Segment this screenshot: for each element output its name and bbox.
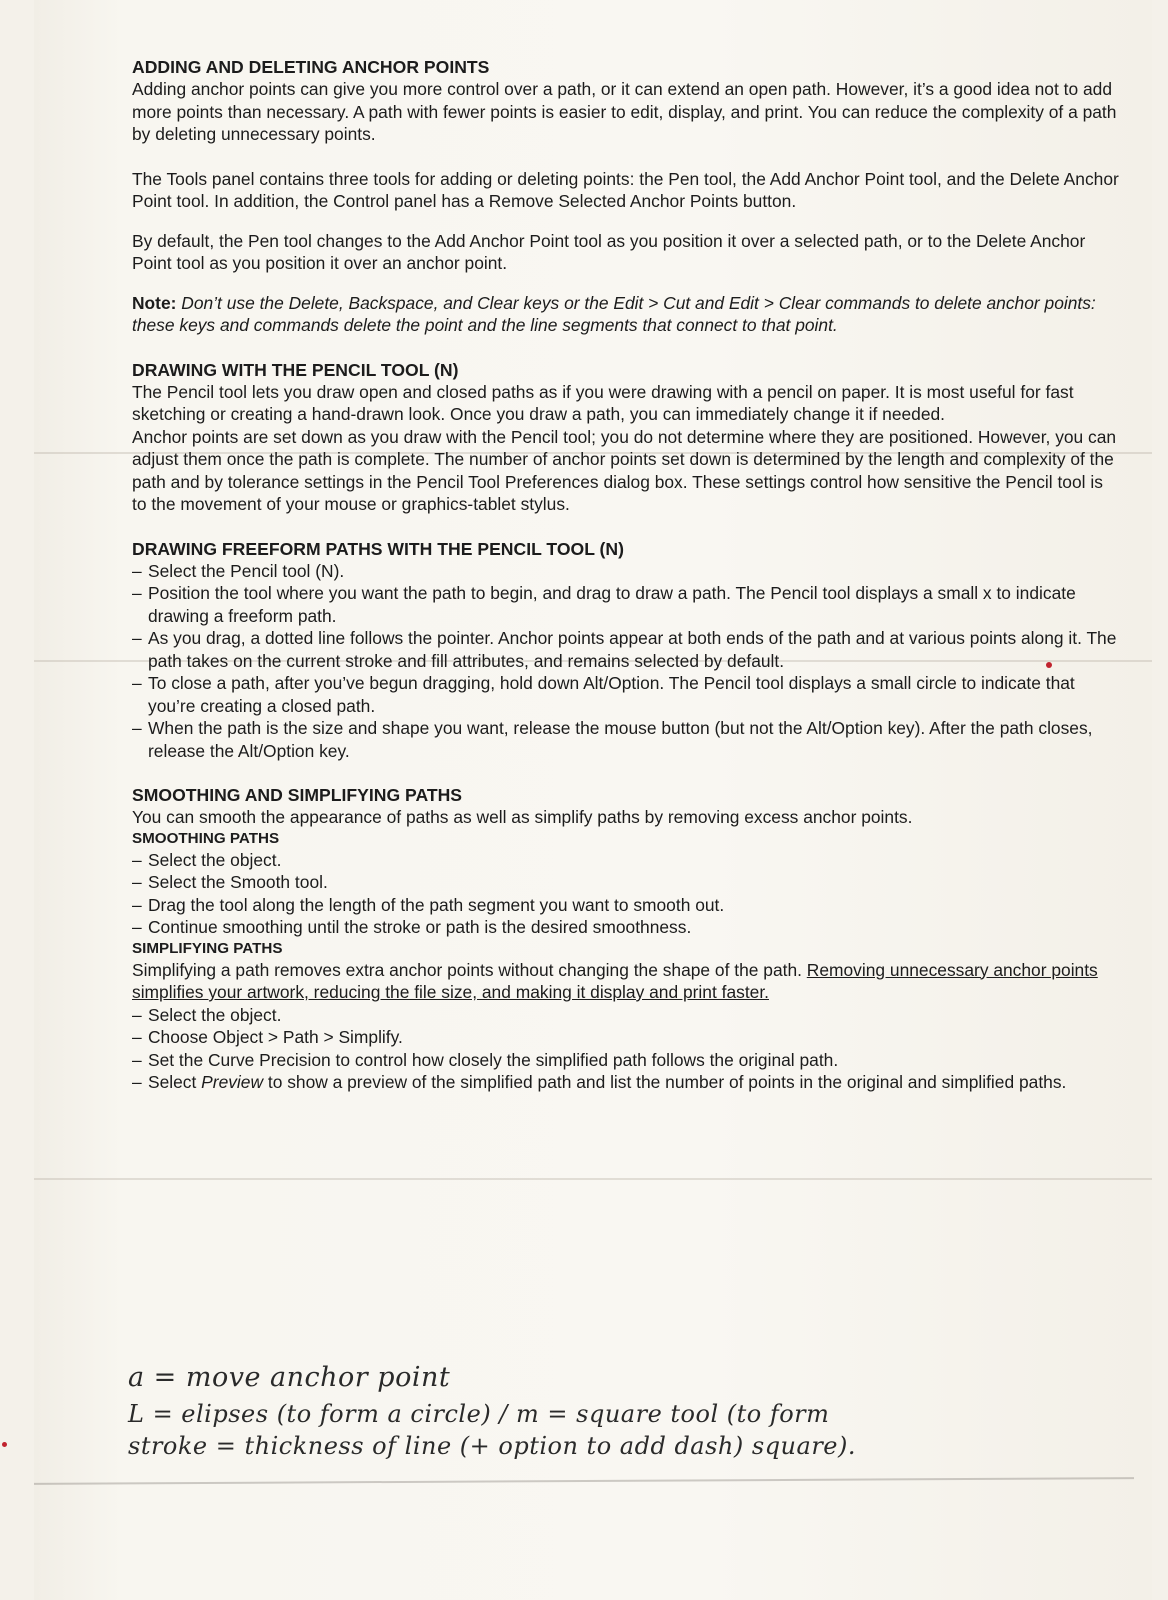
paper-fold-line	[34, 1178, 1152, 1180]
list-item: – Select the object.	[132, 849, 1122, 872]
italic-text: Preview	[201, 1072, 264, 1092]
smoothing-steps-list	[132, 849, 1122, 939]
handwritten-line: stroke = thickness of line (+ option to add dash) square).	[128, 1432, 856, 1460]
list-item: – Drag the tool along the length of the path segment you want to smooth out.	[132, 894, 1122, 917]
list-item: – To close a path, after you’ve begun dragging, hold down Alt/Option. The Pencil tool displays a small circle to indicate that you’re creating a closed path.	[132, 672, 1122, 717]
red-dot-mark	[2, 1442, 7, 1447]
section-freeform-paths	[132, 538, 1122, 763]
list-item-text: Select	[148, 1072, 202, 1092]
section-adding-deleting	[132, 56, 1122, 337]
paragraph: Anchor points are set down as you draw with the Pencil tool; you do not determine where they are positioned. However, you can adjust them once the path is complete. The number of anchor points set down is determined by the length and complexity of the path and by tolerance settings in the Pencil Tool Preferences dialog box. These settings control how sensitive the Pencil tool is to the movement of your mouse or graphics-tablet stylus.	[132, 426, 1117, 514]
subheading: SMOOTHING PATHS	[132, 829, 280, 847]
list-item	[132, 1071, 1122, 1094]
section-heading: DRAWING WITH THE PENCIL TOOL (N)	[132, 359, 459, 380]
note-label: Note:	[132, 292, 177, 313]
paragraph: Adding anchor points can give you more control over a path, or it can extend an open path. However, it’s a good idea not to add more points than necessary. A path with fewer points is easier to edit, display, and print. You can reduce the complexity of a path by deleting unnecessary points.	[132, 79, 1117, 144]
list-item: – Position the tool where you want the path to begin, and drag to draw a path. The Pencil tool displays a small x to indicate drawing a freeform path.	[132, 582, 1122, 627]
list-item: – As you drag, a dotted line follows the pointer. Anchor points appear at both ends of the path and at various points along it. The path takes on the current stroke and fill attributes, and remains selected by default.	[132, 627, 1122, 672]
list-item-text: to show a preview of the simplified path and list the number of points in the original and simplified paths.	[263, 1072, 1067, 1092]
paragraph: You can smooth the appearance of paths as well as simplify paths by removing excess anchor points.	[132, 807, 913, 827]
list-item: – When the path is the size and shape you want, release the mouse button (but not the Alt/Option key). After the path closes, release the Alt/Option key.	[132, 717, 1122, 762]
section-heading: SMOOTHING AND SIMPLIFYING PATHS	[132, 785, 463, 805]
paragraph: The Tools panel contains three tools for adding or deleting points: the Pen tool, the Add Anchor Point tool, and the Delete Anchor Point tool. In addition, the Control panel has a Remove Selected Anchor Points button.	[132, 168, 1119, 211]
list-item: – Choose Object > Path > Simplify.	[132, 1026, 1122, 1049]
list-item: – Continue smoothing until the stroke or path is the desired smoothness.	[132, 916, 1122, 939]
freeform-steps-list	[132, 560, 1122, 763]
section-smoothing-simplifying	[132, 784, 1122, 1094]
list-item: – Select the Smooth tool.	[132, 871, 1122, 894]
list-item: – Select the object.	[132, 1004, 1122, 1027]
document-body	[132, 56, 1122, 1094]
underlined-text: Removing unnecessary anchor points simplifies your artwork, reducing the file size, and making it display and print faster.	[132, 959, 1098, 1002]
section-heading: DRAWING FREEFORM PATHS WITH THE PENCIL TOOL (N)	[132, 538, 624, 559]
handwritten-notes	[118, 1360, 1118, 1464]
paragraph	[132, 959, 1122, 1004]
handwritten-line: L = elipses (to form a circle) / m = square tool (to form	[128, 1400, 830, 1428]
simplify-text: Simplifying a path removes extra anchor points without changing the shape of the path.	[132, 959, 807, 980]
paragraph: The Pencil tool lets you draw open and closed paths as if you were drawing with a pencil on paper. It is most useful for fast sketching or creating a hand-drawn look. Once you draw a path, you can immediately change it if needed.	[132, 381, 1074, 424]
note-paragraph	[132, 292, 1122, 337]
handwritten-line: a = move anchor point	[128, 1362, 451, 1393]
subheading: SIMPLIFYING PATHS	[132, 939, 283, 957]
list-item: – Select the Pencil tool (N).	[132, 560, 1122, 583]
paragraph: By default, the Pen tool changes to the Add Anchor Point tool as you position it over a selected path, or to the Delete Anchor Point tool as you position it over an anchor point.	[132, 230, 1086, 273]
section-heading: ADDING AND DELETING ANCHOR POINTS	[132, 57, 490, 77]
section-pencil-tool	[132, 359, 1122, 516]
list-item: – Set the Curve Precision to control how closely the simplified path follows the original path.	[132, 1049, 1122, 1072]
note-text: Don’t use the Delete, Backspace, and Clear keys or the Edit > Cut and Edit > Clear commands to delete anchor points: these keys and commands delete the point and the line segments that connect to that point.	[132, 292, 1096, 335]
simplify-steps-list	[132, 1004, 1122, 1094]
